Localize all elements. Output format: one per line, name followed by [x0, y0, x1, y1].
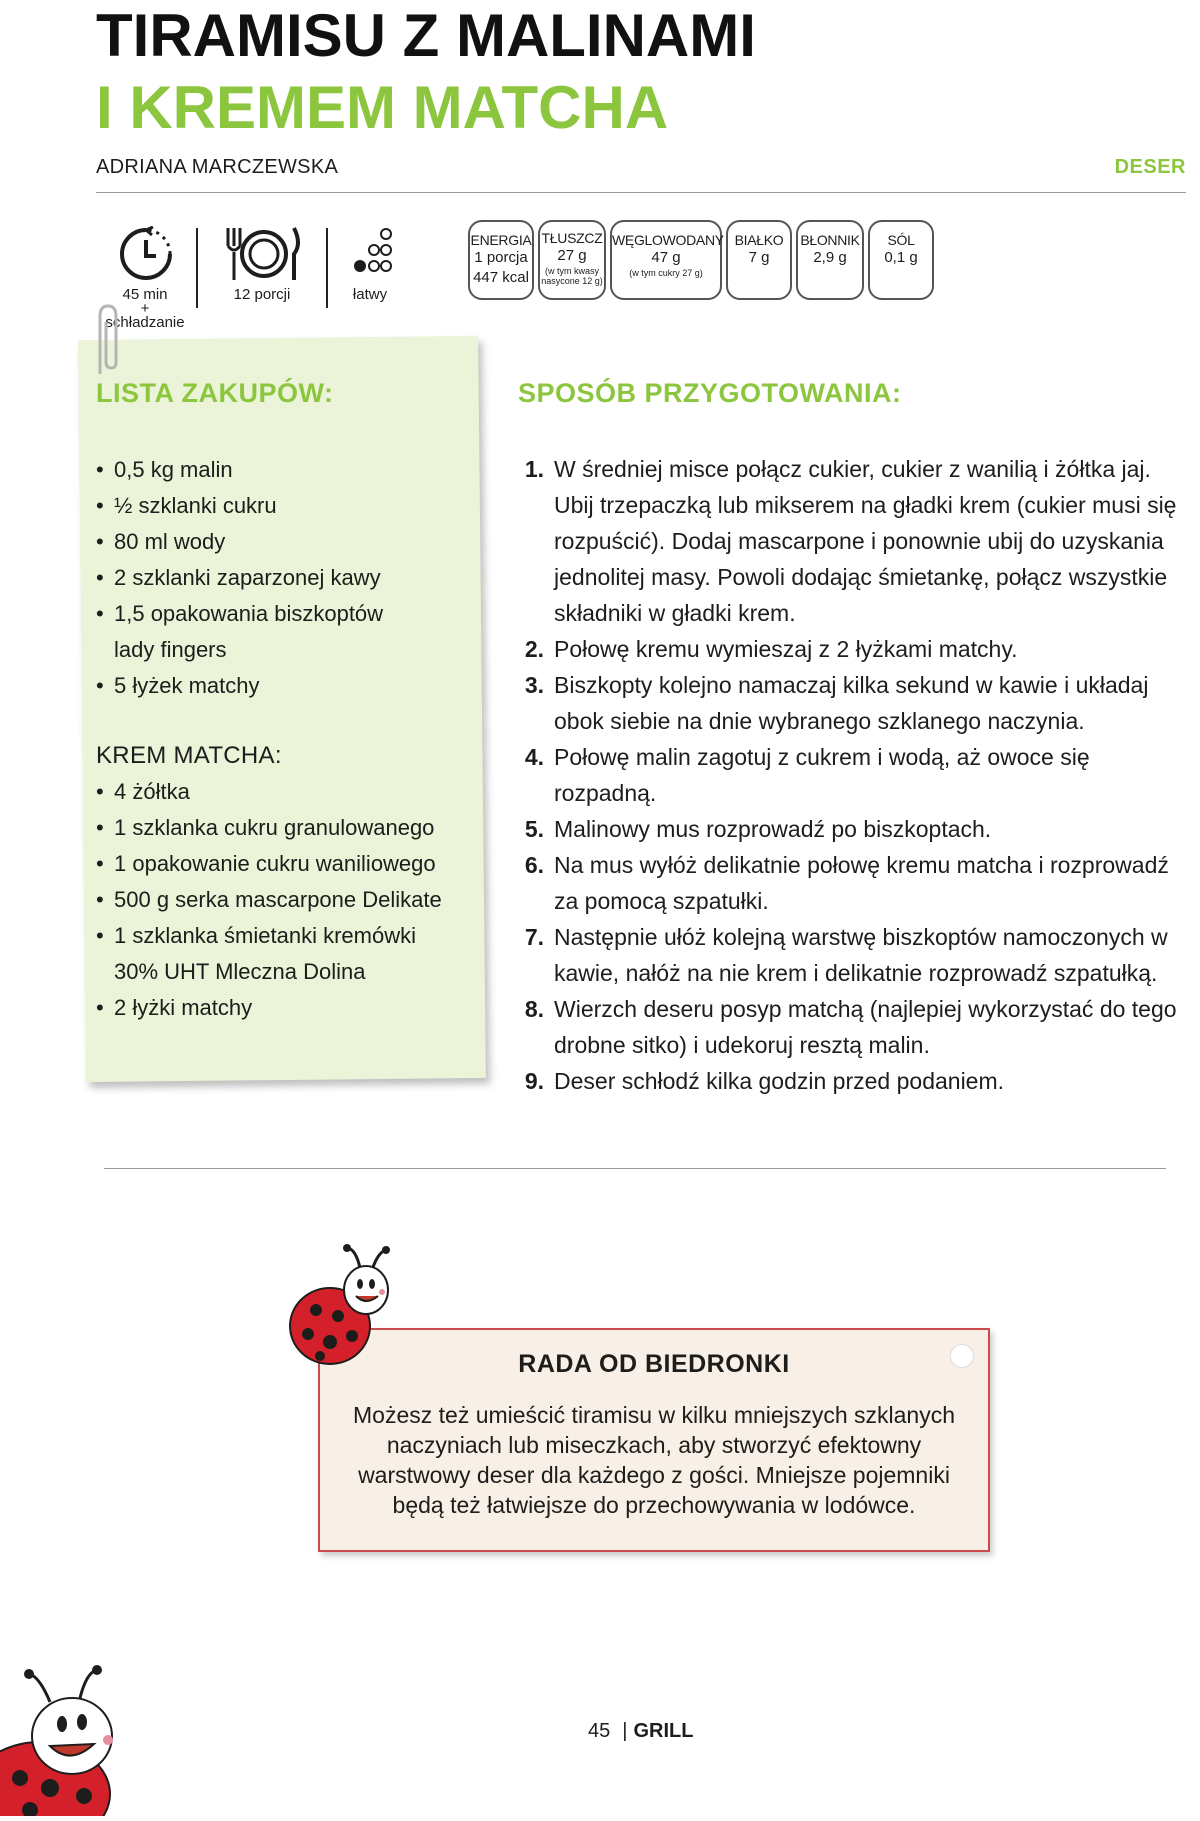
step-item	[514, 739, 1190, 811]
step-item	[514, 847, 1190, 919]
plate-cutlery-icon	[222, 224, 302, 284]
ingredient-item: • 1 opakowanie cukru waniliowego	[96, 846, 476, 882]
tip-text: Możesz też umieścić tiramisu w kilku mniejszych szklanych naczyniach lub miseczkach, aby stworzyć efektowny warstwowy deser dla każdego z gości. Mniejsze pojemniki będą też łatwiejsze do przechowywania w lodówce.	[353, 1402, 955, 1518]
ladybug-mascot-icon	[286, 1244, 390, 1368]
step-text: W średniej misce połącz cukier, cukier z wanilią i żółtka jaj. Ubij trzepaczką lub mikserem na gładki krem (cukier musi się rozpuścić). Dodaj mascarpone i ponownie ubij do uzyskania jednolitej masy. Powoli dodając śmietankę, połącz wszystkie składniki w gładki krem.	[554, 456, 1177, 626]
recipe-category: DESER	[1114, 156, 1186, 178]
ingredient-item: • 500 g serka mascarpone Delikate	[96, 882, 476, 918]
ingredient-item: • ½ szklanki cukru	[96, 488, 476, 524]
step-number: 4.	[524, 744, 544, 770]
step-text: Następnie ułóż kolejną warstwę biszkoptów namoczonych w kawie, nałóż na nie krem i delikatnie rozprowadź szpatułką.	[554, 924, 1168, 986]
magazine-name: GRILL	[633, 1720, 694, 1742]
step-text: Na mus wyłóż delikatnie połowę kremu matcha i rozprowadź za pomocą szpatułki.	[554, 852, 1169, 914]
step-item	[514, 631, 1190, 667]
nutrition-fat	[538, 220, 606, 300]
step-item	[514, 919, 1190, 991]
ingredient-item: • 1,5 opakowania biszkoptów lady fingers	[96, 596, 414, 668]
cream-ingredient-list	[96, 774, 476, 1026]
ingredient-item: • 5 łyżek matchy	[96, 668, 476, 704]
step-number: 5.	[524, 816, 544, 842]
time-extra: + schładzanie	[105, 300, 185, 331]
step-number: 2.	[524, 636, 544, 662]
info-divider-2	[326, 228, 328, 308]
step-text: Połowę malin zagotuj z cukrem i wodą, aż owoce się rozpadną.	[554, 744, 1090, 806]
nutrition-fiber	[796, 220, 864, 300]
recipe-title-line-1: TIRAMISU Z MALINAMI	[96, 2, 756, 69]
time-value: 45 min	[122, 286, 168, 303]
nutrition-value: 47 g	[651, 249, 681, 266]
nutrition-value: 27 g	[557, 247, 587, 264]
author-name: ADRIANA MARCZEWSKA	[96, 156, 339, 178]
ingredient-item: • 2 łyżki matchy	[96, 990, 476, 1026]
step-item	[514, 991, 1190, 1063]
preparation-heading: SPOSÓB PRZYGOTOWANIA:	[518, 378, 902, 408]
cream-subheading: KREM MATCHA:	[96, 742, 282, 769]
ingredient-item: • 2 szklanki zaparzonej kawy	[96, 560, 476, 596]
paperclip-icon	[92, 304, 122, 376]
clock-icon	[118, 226, 174, 282]
step-text: Malinowy mus rozprowadź po biszkoptach.	[554, 816, 992, 842]
servings-label: 12 porcji	[233, 286, 291, 303]
difficulty-label: łatwy	[352, 286, 388, 303]
step-text: Biszkopty kolejno namaczaj kilka sekund w kawie i układaj obok siebie na dnie wybranego szklanego naczynia.	[554, 672, 1149, 734]
nutrition-value: 447 kcal	[473, 269, 529, 286]
page-number: 45	[588, 1720, 611, 1742]
nutrition-energy	[468, 220, 534, 300]
nutrition-value: 2,9 g	[813, 249, 847, 266]
step-text: Połowę kremu wymieszaj z 2 łyżkami matchy.	[554, 636, 1018, 662]
step-text: Deser schłodź kilka godzin przed podaniem.	[554, 1068, 1005, 1094]
ladybug-corner-icon	[0, 1664, 130, 1816]
nutrition-note: (w tym cukry 27 g)	[629, 268, 703, 278]
nutrition-salt	[868, 220, 934, 300]
nutrition-name: BIAŁKO	[734, 232, 784, 248]
step-number: 7.	[524, 924, 544, 950]
ingredient-item: • 1 szklanka śmietanki kremówki 30% UHT Mleczna Dolina	[96, 918, 464, 990]
nutrition-carbs	[610, 220, 722, 300]
nutrition-name: SÓL	[887, 232, 915, 248]
nutrition-name: ENERGIA	[470, 232, 532, 248]
step-item	[514, 1063, 1190, 1099]
step-list	[514, 451, 1190, 1099]
ingredient-item: • 1 szklanka cukru granulowanego	[96, 810, 476, 846]
shopping-list	[96, 452, 476, 1026]
tip-heading: RADA OD BIEDRONKI	[518, 1350, 790, 1378]
step-number: 8.	[524, 996, 544, 1022]
nutrition-name: WĘGLOWODANY	[612, 232, 724, 248]
section-divider	[104, 1168, 1166, 1169]
nutrition-protein	[726, 220, 792, 300]
ingredient-item: • 80 ml wody	[96, 524, 476, 560]
step-number: 1.	[524, 456, 544, 482]
nutrition-name: BŁONNIK	[800, 232, 860, 248]
recipe-title	[96, 0, 756, 144]
tip-card	[318, 1328, 990, 1552]
nutrition-value: 1 porcja	[474, 249, 528, 266]
nutrition-name: TŁUSZCZ	[541, 230, 603, 246]
ingredient-item: • 4 żółtka	[96, 774, 476, 810]
ingredient-list	[96, 452, 476, 704]
ingredient-item: • 0,5 kg malin	[96, 452, 476, 488]
step-text: Wierzch deseru posyp matchą (najlepiej wykorzystać do tego drobne sitko) i udekoruj resztą malin.	[554, 996, 1177, 1058]
step-item	[514, 451, 1190, 631]
step-item	[514, 667, 1190, 739]
step-number: 6.	[524, 852, 544, 878]
preparation-steps	[514, 451, 1190, 1099]
page-footer	[588, 1720, 693, 1743]
difficulty-dots-icon	[350, 226, 396, 276]
step-number: 9.	[524, 1068, 544, 1094]
nutrition-note: nasycone 12 g)	[541, 276, 603, 286]
nutrition-note: (w tym kwasy	[545, 266, 599, 276]
author-row	[96, 152, 1186, 193]
nutrition-value: 7 g	[748, 249, 770, 266]
shopping-heading: LISTA ZAKUPÓW:	[96, 378, 334, 408]
recipe-title-line-2: I KREMEM MATCHA	[96, 74, 669, 141]
step-item	[514, 811, 1190, 847]
footer-separator: |	[622, 1720, 628, 1742]
step-number: 3.	[524, 672, 544, 698]
nutrition-value: 0,1 g	[884, 249, 918, 266]
info-divider-1	[196, 228, 198, 308]
